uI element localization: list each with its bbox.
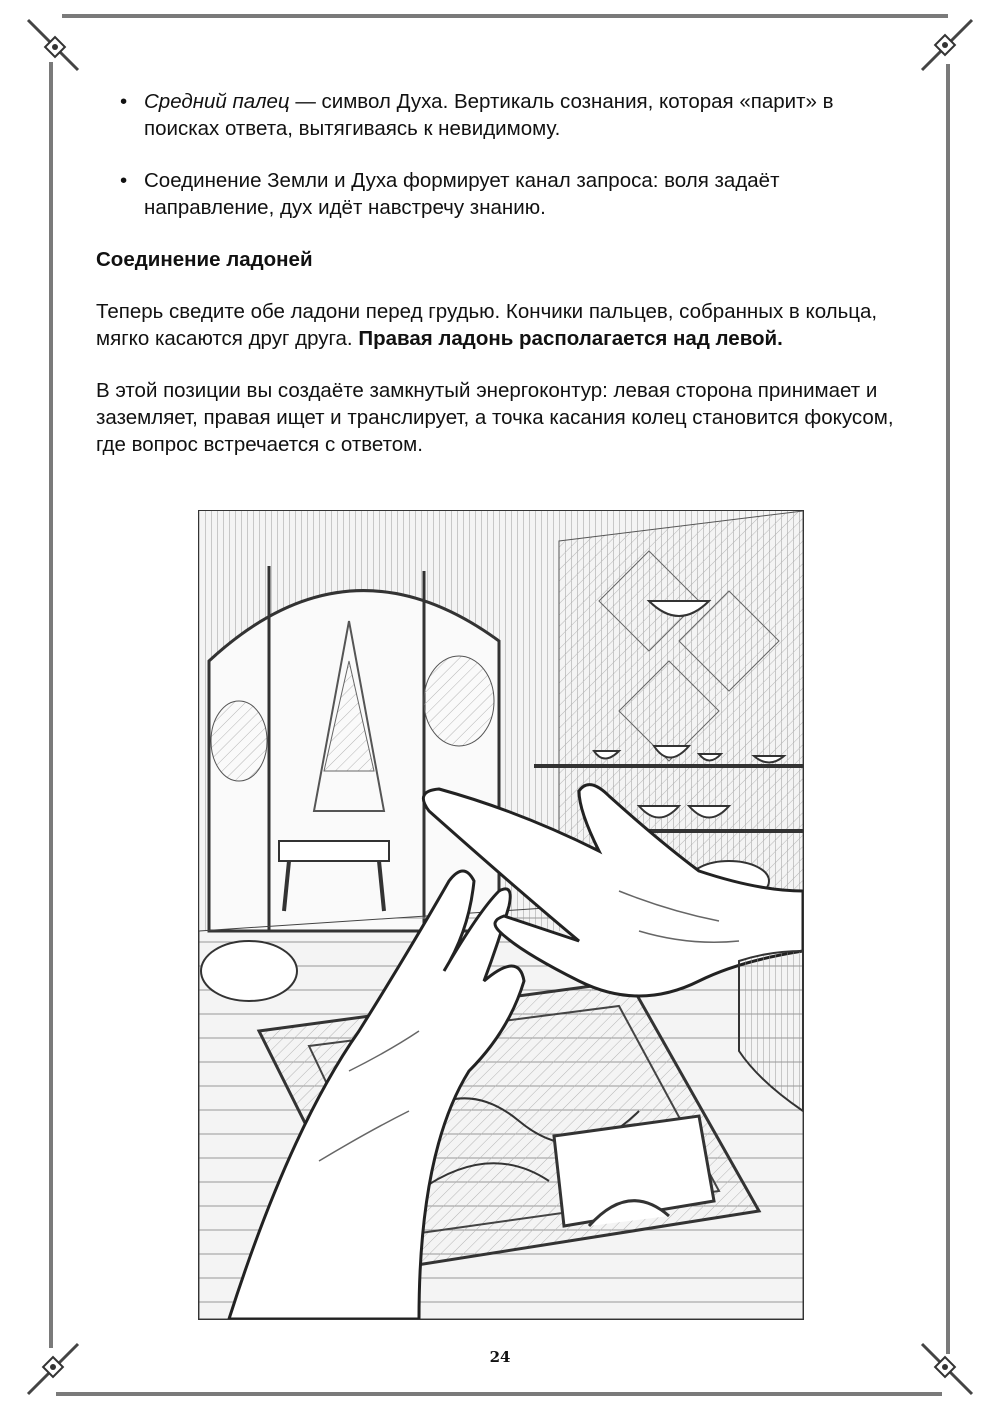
page-number: 24: [489, 1348, 511, 1366]
list-item: [96, 88, 896, 142]
bullet-text: — символ Духа. Вертикаль сознания, которая «парит» в поисках ответа, вытягиваясь к невидимому.: [144, 90, 834, 140]
paragraph: В этой позиции вы создаёте замкнутый энергоконтур: левая сторона принимает и заземляет, правая ищет и транслирует, а точка касания колец становится фокусом, где вопрос встречается с ответом.: [96, 379, 894, 456]
paragraph-emphasis: Правая ладонь располагается над левой.: [358, 327, 783, 350]
section-heading: Соединение ладоней: [96, 248, 313, 271]
bullet-icon: •: [120, 90, 128, 113]
bullet-icon: •: [120, 169, 128, 192]
bullet-term: Средний палец: [144, 90, 290, 113]
frame-left: [49, 62, 53, 1348]
corner-ornament-icon: [914, 14, 978, 78]
corner-ornament-icon: [22, 14, 86, 78]
illustration-drawing: [199, 511, 803, 1319]
bullet-list: [96, 88, 896, 221]
corner-ornament-icon: [22, 1336, 86, 1400]
frame-top: [62, 14, 948, 18]
paragraph-text: Теперь сведите обе ладони перед грудью. Кончики пальцев, собранных в кольца, мягко касаются друг друга.: [96, 300, 878, 350]
page-content: [96, 88, 896, 458]
frame-bottom: [56, 1392, 942, 1396]
paragraph: [96, 298, 896, 352]
bullet-text: Соединение Земли и Духа формирует канал запроса: воля задаёт направление, дух идёт навстречу знанию.: [144, 169, 780, 219]
frame-right: [946, 64, 950, 1354]
illustration: [198, 510, 804, 1320]
corner-ornament-icon: [914, 1336, 978, 1400]
list-item: [96, 167, 896, 221]
